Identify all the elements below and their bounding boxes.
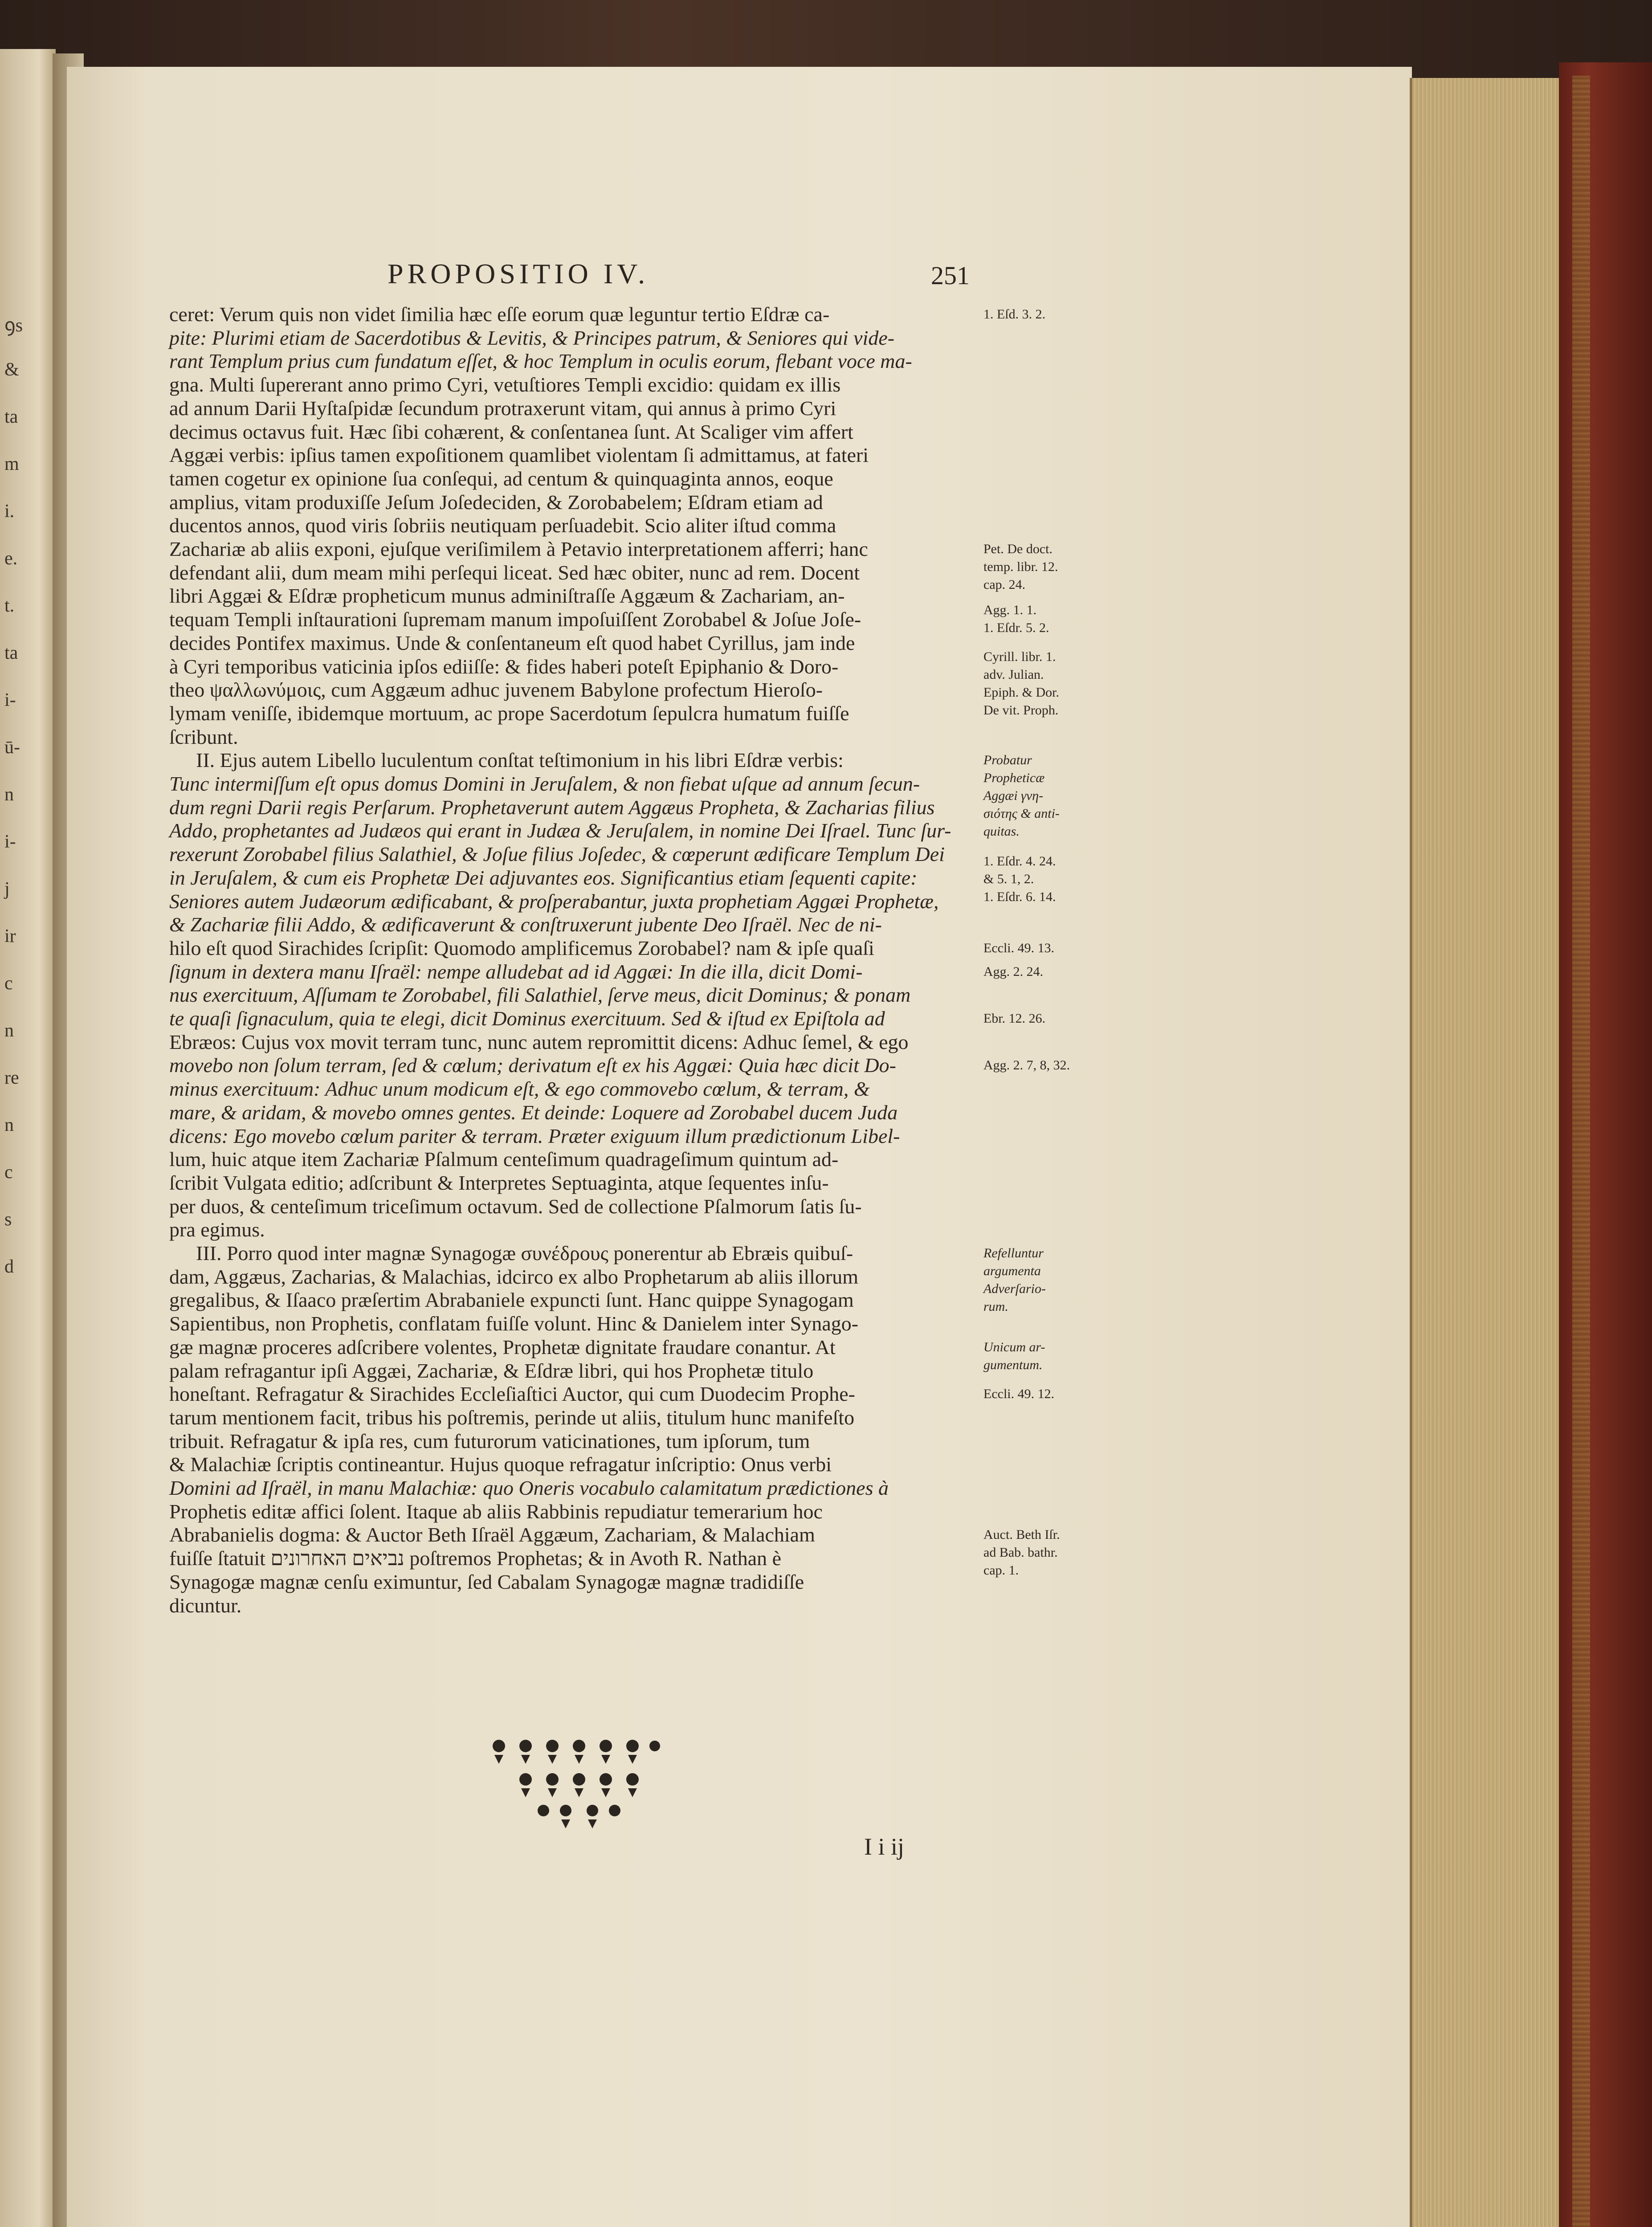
body-line: Ebræos: Cujus vox movit terram tunc, nunc autem repromittit dicens: Adhuc ſemel, & ego: [169, 1030, 909, 1053]
body-line: hilo eſt quod Sirachides ſcripſit: Quomodo amplificemus Zorobabel? nam & ipſe quaſi: [169, 936, 874, 959]
left-page-fragment: n: [4, 784, 14, 805]
body-line: ſcribunt.: [169, 725, 238, 748]
margin-note: Refelluntur argumenta Adverſario- rum.: [983, 1246, 1046, 1314]
body-line: mare, & aridam, & movebo omnes gentes. Et deinde: Loquere ad Zorobabel ducem Juda: [169, 1101, 898, 1124]
left-page-fragment: m: [4, 454, 19, 474]
body-line: defendant alii, dum meam mihi perſequi liceat. Sed hæc obiter, nunc ad rem. Docent: [169, 561, 860, 584]
body-line: amplius, vitam produxiſſe Jeſum Joſedeciden, & Zorobabelem; Eſdram etiam ad: [169, 490, 823, 514]
body-line: à Cyri temporibus vaticinia ipſos ediiſſe: & fides haberi poteſt Epiphanio & Doro-: [169, 655, 839, 678]
fleuron-ornament: [485, 1728, 664, 1831]
left-page-fragment: ū-: [4, 737, 20, 758]
fleuron-row-1: [493, 1740, 660, 1764]
body-line: movebo non ſolum terram, ſed & cœlum; derivatum eſt ex his Aggæi: Quia hæc dicit Do-: [169, 1054, 896, 1077]
body-line: & Malachiæ ſcriptis contineantur. Hujus quoque refragatur inſcriptio: Onus verbi: [169, 1453, 832, 1476]
cover-tooling: [1572, 76, 1590, 2227]
body-line: te quaſi ſignaculum, quia te elegi, dicit Dominus exercituum. Sed & iſtud ex Epiſtola ad: [169, 1007, 885, 1030]
body-line: nus exercituum, Aſſumam te Zorobabel, fili Salathiel, ſerve meus, dicit Dominus; & ponam: [169, 983, 911, 1007]
left-page-fragment: t.: [4, 595, 15, 616]
left-page-fragments: [4, 312, 49, 1336]
body-line: dicens: Ego movebo cœlum pariter & terram. Præter exiguum illum prædictionum Libel-: [169, 1124, 900, 1147]
body-line: lum, huic atque item Zachariæ Pſalmum centeſimum quadrageſimum quintum ad-: [169, 1148, 839, 1171]
body-line: Sapientibus, non Prophetis, conflatam fuiſſe volunt. Hinc & Danielem inter Synago-: [169, 1312, 859, 1335]
left-page-fragment: n: [4, 1020, 14, 1041]
body-line: theo ψαλλωνύμοις, cum Aggæum adhuc juvenem Babylone profectum Hieroſo-: [169, 678, 823, 702]
left-page-fragment: ir: [4, 926, 16, 946]
body-line: II. Ejus autem Libello luculentum conſtat teſtimonium in his libri Eſdræ verbis:: [196, 749, 844, 772]
page-number: 251: [931, 261, 970, 290]
margin-note: 1. Eſd. 3. 2.: [983, 307, 1046, 322]
left-page-fragment: j: [4, 879, 10, 899]
body-line: pra egimus.: [169, 1218, 265, 1241]
body-line: tribuit. Refragatur & ipſa res, cum futurorum vaticinationes, tum ipſorum, tum: [169, 1429, 810, 1452]
body-line: honeſtant. Refragatur & Sirachides Eccleſiaſtici Auctor, qui cum Duodecim Prophe-: [169, 1383, 855, 1406]
body-line: in Jeruſalem, & cum eis Prophetæ Dei adjuvantes eos. Significantius etiam ſequenti capite:: [169, 866, 918, 889]
body-line: ſignum in dextera manu Iſraël: nempe alludebat ad id Aggæi: In die illa, dicit Domi-: [169, 960, 863, 983]
left-page-fragment: c: [4, 973, 13, 994]
margin-note: Eccli. 49. 13.: [983, 940, 1055, 955]
running-head-title: PROPOSITIO IV.: [388, 258, 649, 290]
body-line: Zachariæ ab aliis exponi, ejuſque veriſimilem à Petavio interpretationem afferri; hanc: [169, 538, 868, 560]
left-page-fragment: re: [4, 1068, 19, 1088]
body-line: rexerunt Zorobabel filius Salathiel, & Joſue filius Joſedec, & cœperunt ædificare Templum Dei: [169, 843, 945, 866]
body-line: Addo, prophetantes ad Judæos qui erant in Judæa & Jeruſalem, in nomine Dei Iſrael. Tunc ſur-: [169, 819, 951, 842]
left-page-fragment: s: [4, 1209, 12, 1230]
margin-note: Ebr. 12. 26.: [983, 1011, 1046, 1026]
body-line: dam, Aggæus, Zacharias, & Malachias, idcirco ex albo Prophetarum ab aliis illorum: [169, 1265, 858, 1288]
margin-note: Auct. Beth Iſr. ad Bab. bathr. cap. 1.: [983, 1527, 1060, 1578]
left-page-fragment: d: [4, 1256, 14, 1277]
body-line: Domini ad Iſraël, in manu Malachiæ: quo Oneris vocabulo calamitatum prædictiones à: [169, 1477, 889, 1499]
margin-note: 1. Eſdr. 4. 24. & 5. 1, 2. 1. Eſdr. 6. 14.: [983, 853, 1056, 904]
body-line: ducentos annos, quod viris ſobriis neutiquam perſuadebit. Scio aliter iſtud comma: [169, 514, 836, 537]
body-line: tarum mentionem facit, tribus his poſtremis, perinde ut aliis, titulum hunc manifeſto: [169, 1406, 855, 1429]
left-page-fragment: n: [4, 1115, 14, 1135]
margin-note: Agg. 2. 7, 8, 32.: [983, 1058, 1070, 1073]
left-page-fragment: ꝯs: [4, 315, 23, 336]
page-edges: [1410, 78, 1573, 2227]
body-line: gna. Multi ſupererant anno primo Cyri, vetuſtiores Templi excidio: quidam ex illis: [169, 373, 841, 396]
margin-note: Probatur Propheticæ Aggæi γνη- σιότης & anti- quitas.: [983, 753, 1060, 839]
body-line: rant Templum prius cum fundatum eſſet, & hoc Templum in oculis eorum, flebant voce ma-: [169, 350, 912, 373]
body-line: decimus octavus fuit. Hæc ſibi cohærent, & conſentanea ſunt. At Scaliger vim affert: [169, 420, 853, 443]
body-line: Abrabanielis dogma: & Auctor Beth Iſraël Aggæum, Zachariam, & Malachiam: [169, 1523, 815, 1546]
margin-note: Eccli. 49. 12.: [983, 1387, 1055, 1402]
body-line: Synagogæ magnæ cenſu eximuntur, ſed Cabalam Synagogæ magnæ tradidiſſe: [169, 1570, 804, 1593]
margin-note: Unicum ar- gumentum.: [983, 1339, 1045, 1372]
left-page-fragment: ta: [4, 643, 18, 663]
body-line: dicuntur.: [169, 1594, 242, 1617]
body-line: tequam Templi inſtaurationi ſupremam manum impoſuiſſent Zorobabel & Joſue Joſe-: [169, 608, 861, 631]
body-line: minus exercituum: Adhuc unum modicum eſt, & ego commovebo cœlum, & terram, &: [169, 1077, 870, 1101]
body-line: ad annum Darii Hyſtaſpidæ ſecundum protraxerunt vitam, qui annus à primo Cyri: [169, 396, 836, 420]
left-page-fragment: ta: [4, 407, 18, 427]
margin-note: Agg. 2. 24.: [983, 964, 1044, 979]
fleuron-row-3: [538, 1805, 620, 1828]
body-line: & Zachariæ filii Addo, & ædificaverunt & conſtruxerunt jubente Deo Iſraël. Nec de ni-: [169, 913, 882, 936]
body-line: tamen cogetur ex opinione ſua conſequi, ad centum & quinquaginta annos, eoque: [169, 467, 833, 490]
left-page-fragment: &: [4, 359, 19, 380]
left-page-fragment: c: [4, 1162, 13, 1183]
body-line: Tunc intermiſſum eſt opus domus Domini in Jeruſalem, & non fiebat uſque ad annum ſecun-: [169, 772, 920, 795]
margin-note: Pet. De doct. temp. libr. 12. cap. 24.: [983, 542, 1058, 592]
left-page-fragment: i-: [4, 832, 16, 852]
margin-note: Agg. 1. 1. 1. Eſdr. 5. 2.: [983, 603, 1049, 636]
left-page-fragment: i.: [4, 501, 15, 522]
body-line: Prophetis editæ affici ſolent. Itaque ab aliis Rabbinis repudiatur temerarium hoc: [169, 1500, 823, 1523]
margin-note: Cyrill. libr. 1. adv. Julian. Epiph. & Dor. De vit. Proph.: [983, 649, 1059, 718]
body-line: III. Porro quod inter magnæ Synagogæ συνέδρους ponerentur ab Ebræis quibuſ-: [196, 1242, 853, 1264]
body-line: Aggæi verbis: ipſius tamen expoſitionem quamlibet violentam ſi admittamus, at fateri: [169, 444, 869, 467]
body-line: lymam veniſſe, ibidemque mortuum, ac prope Sacerdotum ſepulcra humatum fuiſſe: [169, 702, 849, 725]
body-line: libri Aggæi & Eſdræ propheticum munus adminiſtraſſe Aggæum & Zachariam, an-: [169, 584, 845, 608]
body-line: per duos, & centeſimum triceſimum octavum. Sed de collectione Pſalmorum ſatis ſu-: [169, 1195, 862, 1218]
left-page-fragment: e.: [4, 548, 18, 569]
body-line: ſcribit Vulgata editio; adſcribunt & Interpretes Septuaginta, atque ſequentes inſu-: [169, 1171, 829, 1194]
body-text: [169, 303, 993, 1706]
body-line: gregalibus, & Iſaaco præſertim Abrabaniele expuncti ſunt. Hanc quippe Synagogam: [169, 1289, 854, 1312]
body-line: dum regni Darii regis Perſarum. Prophetaverunt autem Aggæus Propheta, & Zacharias filius: [169, 795, 935, 819]
body-line: fuiſſe ſtatuit נביאים האחרונים poſtremos Prophetas; & in Avoth R. Nathan è: [169, 1547, 782, 1570]
left-page-fragment: i-: [4, 690, 16, 710]
fleuron-row-2: [519, 1773, 639, 1797]
signature-mark: I i ij: [864, 1833, 904, 1860]
body-line: palam refragantur ipſi Aggæi, Zachariæ, & Eſdræ libri, qui hos Prophetæ titulo: [169, 1359, 814, 1382]
body-line: Seniores autem Judæorum ædificabant, & proſperabantur, juxta prophetiam Aggæi Prophetæ,: [169, 889, 939, 913]
body-line: pite: Plurimi etiam de Sacerdotibus & Levitis, & Principes patrum, & Seniores qui vide-: [169, 326, 895, 349]
margin-notes: [983, 303, 1113, 1684]
body-line: gæ magnæ proceres adſcribere volentes, Prophetæ dignitate fraudare conantur. At: [169, 1335, 836, 1358]
body-line: decides Pontifex maximus. Unde & conſentaneum eſt quod habet Cyrillus, jam inde: [169, 631, 855, 654]
body-line: ceret: Verum quis non videt ſimilia hæc eſſe eorum quæ leguntur tertio Eſdræ ca-: [169, 303, 830, 326]
